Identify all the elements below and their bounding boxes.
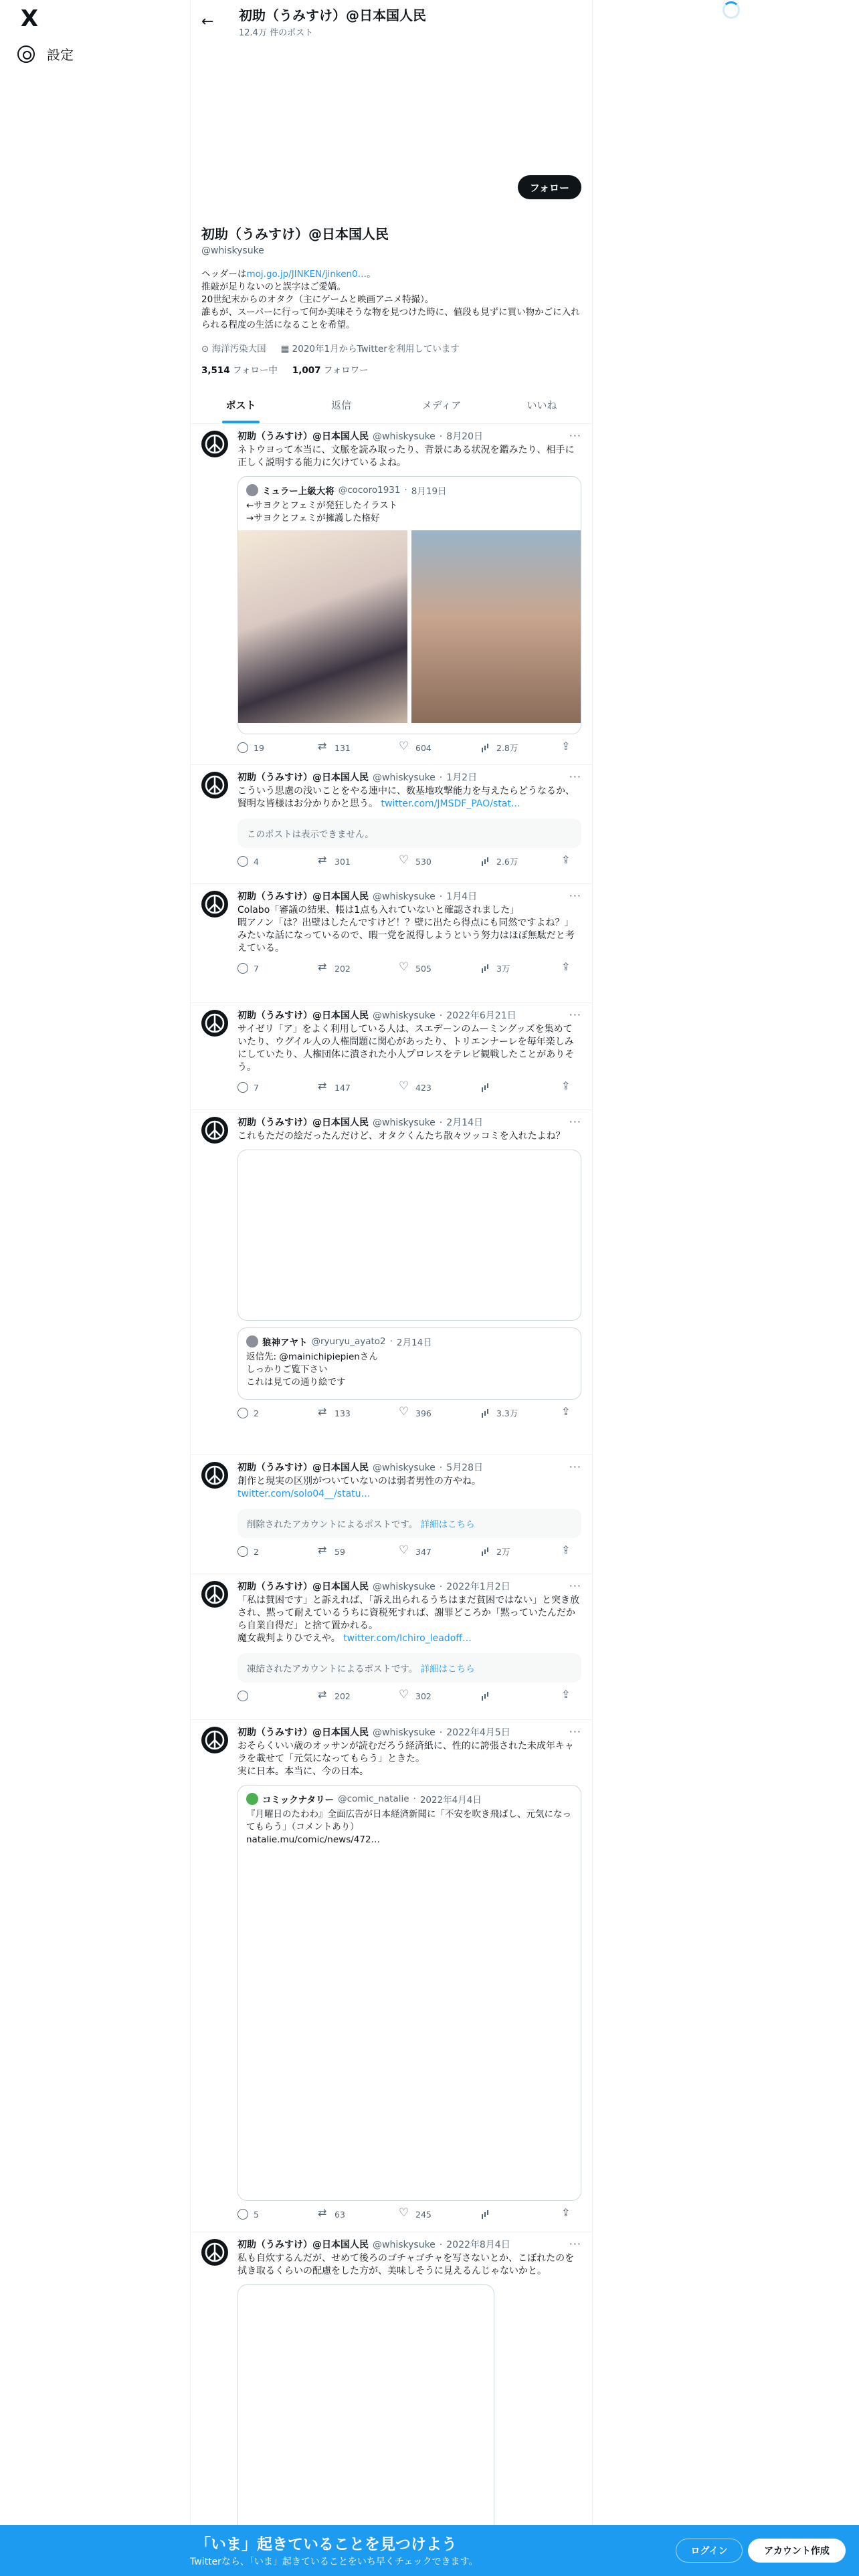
reply-button[interactable] <box>237 1082 318 1093</box>
views-count: 2.6万 <box>496 857 518 867</box>
retweet-icon <box>318 2209 329 2220</box>
like-count: 604 <box>415 742 432 753</box>
like-button[interactable] <box>399 2209 480 2220</box>
suspended-account-notice <box>237 1653 581 1683</box>
deleted-account-notice <box>237 1509 581 1538</box>
bio-text: 推敲が足りないのと誤字はご愛嬌。 20世紀末からのオタク（主にゲームと映画アニメ特撮）。 誰もが、スーパーに行って何か美味そうな物を見つけた時に、値段も見ずに買い物かごに入れられる程度の生活になることを希望。 <box>201 282 580 330</box>
retweet-count: 147 <box>335 1082 351 1093</box>
quote-author-name: コミックナタリー <box>262 1795 335 1806</box>
tweet-actions <box>237 1074 581 1101</box>
reply-button[interactable] <box>237 856 318 867</box>
like-count: 245 <box>415 2209 432 2220</box>
tweet-author-handle[interactable]: @whiskysuke <box>373 1582 436 1592</box>
views-button[interactable] <box>480 2209 561 2220</box>
share-button[interactable] <box>561 2209 581 2220</box>
tweet-author-name[interactable]: 初助（うみすけ）@日本国人民 <box>237 891 369 902</box>
share-button[interactable] <box>561 1082 581 1093</box>
signup-button[interactable]: アカウント作成 <box>748 2539 846 2563</box>
share-icon <box>561 2209 572 2220</box>
followers-count: 1,007 <box>292 365 321 376</box>
bio-prefix: ヘッダーは <box>201 269 247 280</box>
quote-date: 2月14日 <box>396 1337 432 1348</box>
views-button[interactable] <box>480 1691 561 1701</box>
followers-link[interactable] <box>292 362 369 376</box>
share-button[interactable] <box>561 1691 581 1701</box>
tweet-date[interactable]: 2022年8月4日 <box>446 2240 510 2250</box>
media-placeholder[interactable] <box>237 1150 581 1321</box>
retweet-button[interactable] <box>318 742 399 753</box>
quote-media[interactable] <box>238 530 581 723</box>
tweet[interactable]: 初助（うみすけ）@日本国人民 @whiskysuke · 1月4日 ··· Colabo「審議の結果、帳は1点も入れていないと確認されました」 暇アノン「は？出壁はしたんですけど！？壁に出たら得点にも同然ですよね？」 みたいな話になっているので、暇一党を説得しようという努力はほぼ無駄だと考えている。 7 ⇄ 202 ♡ 505 3万 ⇪ <box>191 884 592 1003</box>
location-text: 海洋汚染大国 <box>211 344 266 354</box>
tweet-author-handle[interactable]: @whiskysuke <box>373 2240 436 2250</box>
tweet-body: 創作と現実の区別がついていないのは弱者男性の方やね。 <box>237 1476 481 1487</box>
retweet-button[interactable] <box>318 1408 399 1418</box>
share-button[interactable] <box>561 1408 581 1418</box>
tweet-link[interactable]: twitter.com/JMSDF_PAO/stat… <box>381 798 520 809</box>
follow-button[interactable]: フォロー <box>518 175 581 199</box>
bio-link[interactable]: moj.go.jp/JINKEN/jinken0… <box>246 269 367 280</box>
quote-author-handle: @ryuryu_ayato2 <box>311 1336 386 1347</box>
tweet-author-handle[interactable]: @whiskysuke <box>373 772 436 783</box>
retweet-count: 202 <box>335 963 351 974</box>
tweet-author-handle[interactable]: @whiskysuke <box>373 431 436 442</box>
loading-spinner-icon <box>723 1 740 19</box>
retweet-icon <box>318 963 329 974</box>
tweet-author-handle[interactable]: @whiskysuke <box>373 1117 436 1128</box>
like-count: 505 <box>415 963 432 974</box>
reply-count: 2 <box>254 1408 259 1418</box>
tweet[interactable]: 初助（うみすけ）@日本国人民 @whiskysuke · 2022年4月5日 ··· おそらくいい歳のオッサンが読むだろう経済紙に、性的に誇張された未成年キャラを載せて「元気になってもらう」ときた。 実に日本。本当に、今の日本。 コミックナタリー @comic_natalie · 2022年4月4日 『月曜日のたわわ』全面広告が日本経済新聞に「不安を吹き飛ばし、元気になってもらう」（コメントあり） natalie.mu/comic/news/472… 5 ⇄ 63 ♡ 245 ⇪ <box>191 1720 592 2232</box>
retweet-count: 131 <box>335 742 351 753</box>
avatar[interactable] <box>201 1727 228 1753</box>
peace-sign-icon <box>204 1119 225 1141</box>
followers-label: フォロワー <box>323 365 369 376</box>
quote-text: 返信先: @mainichipiepienさん しっかりご覧下さい これは見ての通り絵です <box>246 1352 378 1388</box>
tweet-author-handle[interactable]: @whiskysuke <box>373 1463 436 1473</box>
avatar[interactable] <box>201 1581 228 1608</box>
reply-count: 7 <box>254 963 259 974</box>
profile-topbar <box>191 0 592 43</box>
views-icon <box>480 1408 491 1418</box>
banner-subtitle: Twitterなら、「いま」起きていることをいち早くチェックできます。 <box>190 2557 478 2567</box>
quote-author-handle: @cocoro1931 <box>338 485 401 496</box>
quote-avatar <box>246 1335 258 1348</box>
gear-icon <box>17 45 35 63</box>
quote-text: ←サヨクとフェミが発狂したイラスト →サヨクとフェミが擁護した格好 <box>246 500 398 524</box>
login-button[interactable]: ログイン <box>676 2539 743 2563</box>
tweet-author-name[interactable]: 初助（うみすけ）@日本国人民 <box>237 2240 369 2250</box>
quote-author-name: 狼神アヤト <box>262 1337 308 1348</box>
reply-count: 19 <box>254 742 264 753</box>
profile-handle: @whiskysuke <box>201 245 264 256</box>
following-label: フォロー中 <box>233 365 278 376</box>
tweet-author-name[interactable]: 初助（うみすけ）@日本国人民 <box>237 1010 369 1021</box>
tweet-author-handle[interactable]: @whiskysuke <box>373 1010 436 1021</box>
reply-icon <box>237 1691 248 1701</box>
retweet-button[interactable] <box>318 1691 399 1701</box>
share-button[interactable] <box>561 1546 581 1557</box>
peace-sign-icon <box>204 1465 225 1486</box>
quote-author-handle: @comic_natalie <box>338 1794 409 1804</box>
avatar[interactable] <box>201 431 228 457</box>
notice-text: 凍結されたアカウントによるポストです。 <box>247 1664 418 1675</box>
views-button[interactable] <box>480 742 561 754</box>
share-icon <box>561 1546 572 1557</box>
profile-bio <box>201 268 581 332</box>
share-button[interactable] <box>561 856 581 867</box>
retweet-button[interactable] <box>318 1546 399 1557</box>
avatar[interactable] <box>201 1462 228 1489</box>
tweet-actions <box>237 1400 581 1426</box>
location-item <box>201 341 266 354</box>
like-button[interactable] <box>399 856 480 867</box>
tweet-author-name[interactable]: 初助（うみすけ）@日本国人民 <box>237 1117 369 1128</box>
tweet[interactable]: 初助（うみすけ）@日本国人民 @whiskysuke · 5月28日 ··· 創作と現実の区別がついていないのは弱者男性の方やね。 twitter.com/solo04__/statu… 削除されたアカウントによるポストです。 詳細はこちら 2 ⇄ 59 ♡ 347 2万 ⇪ <box>191 1455 592 1574</box>
heart-icon <box>399 856 410 867</box>
views-button[interactable] <box>480 855 561 867</box>
reply-icon <box>237 1082 248 1093</box>
tweet-author-name[interactable]: 初助（うみすけ）@日本国人民 <box>237 1727 369 1738</box>
quote-date: 8月19日 <box>411 486 447 497</box>
topbar-name: 初助（うみすけ）@日本国人民 <box>239 7 426 23</box>
heart-icon <box>399 1691 410 1701</box>
like-count: 396 <box>415 1408 432 1418</box>
reply-count: 5 <box>254 2209 259 2220</box>
reply-icon <box>237 963 248 974</box>
reply-count: 4 <box>254 856 259 867</box>
location-pin-icon: ⊙ <box>201 344 212 354</box>
tweet-actions <box>237 1538 581 1565</box>
tweet-text <box>237 1475 581 1501</box>
views-icon <box>480 856 491 867</box>
views-button[interactable] <box>480 1545 561 1558</box>
tweet-author-handle[interactable]: @whiskysuke <box>373 1727 436 1738</box>
tweet[interactable]: 初助（うみすけ）@日本国人民 @whiskysuke · 2022年1月2日 ··· 「私は賛困です」と訴えれば、「訴え出られるうちはまだ貧困ではない」と突き放され、黙って耐えているうちに資税死すれば、謝罪どころか「黙っていたんだから自業自得だ」と捨て置かれる。 魔女裁判よりひでえや。 twitter.com/Ichiro_leadoff… 凍結されたアカウントによるポストです。 詳細はこちら ⇄ 202 ♡ 302 ⇪ <box>191 1574 592 1720</box>
tweet-date[interactable]: 1月4日 <box>446 891 478 902</box>
tweet-date[interactable]: 1月2日 <box>446 772 478 783</box>
peace-sign-icon <box>204 1584 225 1605</box>
tweet-text: おそらくいい歳のオッサンが読むだろう経済紙に、性的に誇張された未成年キャラを載せて「元気になってもらう」ときた。 実に日本。本当に、今の日本。 <box>237 1741 574 1777</box>
share-icon <box>561 856 572 867</box>
peace-sign-icon <box>204 433 225 455</box>
quote-author-name: ミュラー上級大将 <box>262 486 335 497</box>
reply-count: 2 <box>254 1546 259 1557</box>
views-count: 2万 <box>496 1547 510 1557</box>
back-arrow-icon[interactable]: ← <box>201 13 214 30</box>
views-button[interactable] <box>480 1407 561 1419</box>
tweet-actions <box>237 848 581 875</box>
tweet-date[interactable]: 8月20日 <box>446 431 483 442</box>
tweet-author-name[interactable]: 初助（うみすけ）@日本国人民 <box>237 772 369 783</box>
views-count: 3万 <box>496 964 510 974</box>
avatar[interactable] <box>201 1010 228 1037</box>
tweet-actions <box>237 955 581 982</box>
peace-sign-icon <box>204 2242 225 2263</box>
tab-likes[interactable]: いいね <box>527 399 557 411</box>
views-icon <box>480 1691 491 1701</box>
retweet-count: 202 <box>335 1691 351 1701</box>
tweet-author-handle[interactable]: @whiskysuke <box>373 891 436 902</box>
media-placeholder[interactable] <box>237 2284 494 2565</box>
more-options-icon[interactable]: ··· <box>569 1580 581 1592</box>
more-options-icon[interactable]: ··· <box>569 1008 581 1021</box>
reply-icon <box>237 856 248 867</box>
tweet[interactable]: 初助（うみすけ）@日本国人民 @whiskysuke · 2022年6月21日 ··· サイゼリ「ア」をよく利用している人は、スエデーンのムーミングッズを集めていたり、ウグイル人の人権問題に関心があったり、トリエンナーレを毎年楽しみにしていたり、人権団体に潰された小人プロレスをテレビ観戦したことがありそう。 7 ⇄ 147 ♡ 423 ⇪ <box>191 1003 592 1110</box>
heart-icon <box>399 1082 410 1093</box>
share-icon <box>561 963 572 974</box>
tweet-body: 「私は賛困です」と訴えれば、「訴え出られるうちはまだ貧困ではない」と突き放され、黙って耐えているうちに資税死すれば、謝罪どころか「黙っていたんだから自業自得だ」と捨て置かれる。 魔女裁判よりひでえや。 <box>237 1595 579 1644</box>
views-icon <box>480 1546 491 1557</box>
retweet-icon <box>318 742 329 753</box>
tweet-text: Colabo「審議の結果、帳は1点も入れていないと確認されました」 暇アノン「は？出壁はしたんですけど！？壁に出たら得点にも同然ですよね？」 みたいな話になっているので、暇一党を説得しようという努力はほぼ無駄だと考えている。 <box>237 905 575 954</box>
tweet-date[interactable]: 2022年6月21日 <box>446 1010 516 1021</box>
retweet-count: 63 <box>335 2209 345 2220</box>
more-options-icon[interactable]: ··· <box>569 889 581 902</box>
share-icon <box>561 1082 572 1093</box>
like-button[interactable] <box>399 1546 480 1557</box>
media-image-photo[interactable] <box>411 530 581 723</box>
more-options-icon[interactable]: ··· <box>569 1461 581 1473</box>
like-count: 302 <box>415 1691 432 1701</box>
heart-icon <box>399 2209 410 2220</box>
tweet[interactable]: 初助（うみすけ）@日本国人民 @whiskysuke · 2022年8月4日 ··· 私も自炊するんだが、せめて後ろのゴチャゴチャを写さないとか、こぼれたのを拭き取るくらいの配慮をした方が、美味しそうに見えるんじゃないかと。 <box>191 2232 592 2576</box>
like-button[interactable] <box>399 1082 480 1093</box>
tweet-link[interactable]: twitter.com/Ichiro_leadoff… <box>343 1633 472 1644</box>
heart-icon <box>399 963 410 974</box>
tweet-text: これもただの絵だったんだけど、オタクくんたち散々ツッコミを入れたよね？ <box>237 1131 565 1142</box>
details-link[interactable]: 詳細はこちら <box>420 1519 475 1530</box>
heart-icon <box>399 1546 410 1557</box>
retweet-count: 301 <box>335 856 351 867</box>
more-options-icon[interactable]: ··· <box>569 1725 581 1738</box>
tweet-text: サイゼリ「ア」をよく利用している人は、スエデーンのムーミングッズを集めていたり、ウグイル人の人権問題に関心があったり、トリエンナーレを毎年楽しみにしていたり、人権団体に潰された小人プロレスをテレビ観戦したことがありそう。 <box>237 1024 575 1073</box>
tweet-date[interactable]: 2022年4月5日 <box>446 1727 510 1738</box>
main-column <box>190 0 593 2576</box>
tweet-author-name[interactable]: 初助（うみすけ）@日本国人民 <box>237 431 369 442</box>
more-options-icon[interactable]: ··· <box>569 429 581 442</box>
more-options-icon[interactable]: ··· <box>569 2238 581 2250</box>
quote-avatar <box>246 1793 258 1805</box>
x-logo-icon[interactable]: X <box>20 5 39 32</box>
following-count: 3,514 <box>201 365 230 376</box>
views-icon <box>480 2209 491 2220</box>
topbar-post-count: 12.4万 件のポスト <box>239 28 314 38</box>
profile-tabs <box>191 387 592 424</box>
reply-icon <box>237 1408 248 1418</box>
tweet[interactable]: 初助（うみすけ）@日本国人民 @whiskysuke · 2月14日 ··· これもただの絵だったんだけど、オタクくんたち散々ツッコミを入れたよね？ 狼神アヤト @ryuryu_ayato2 · 2月14日 返信先: @mainichipiepienさん しっかりご覧下さい これは見ての通り絵です 2 ⇄ 133 ♡ 396 3.3万 ⇪ <box>191 1110 592 1455</box>
quoted-tweet[interactable]: コミックナタリー @comic_natalie · 2022年4月4日 『月曜日のたわわ』全面広告が日本経済新聞に「不安を吹き飛ばし、元気になってもらう」（コメントあり） natalie.mu/comic/news/472… <box>237 1785 581 2201</box>
share-icon <box>561 1691 572 1701</box>
quote-date: 2022年4月4日 <box>419 1795 482 1806</box>
reply-button[interactable] <box>237 742 318 753</box>
quote-text: 『月曜日のたわわ』全面広告が日本経済新聞に「不安を吹き飛ばし、元気になってもらう」（コメントあり） natalie.mu/comic/news/472… <box>246 1809 571 1845</box>
views-button[interactable] <box>480 962 561 974</box>
retweet-button[interactable] <box>318 2209 399 2220</box>
signup-banner <box>0 2525 859 2576</box>
retweet-icon <box>318 856 329 867</box>
joined-text: 2020年1月からTwitterを利用しています <box>292 344 460 354</box>
unavailable-post-notice: このポストは表示できません。 <box>237 819 581 848</box>
tweet-actions <box>237 734 581 761</box>
tweet-text <box>237 1594 581 1645</box>
quoted-tweet[interactable]: ミュラー上級大将 @cocoro1931 · 8月19日 ←サヨクとフェミが発狂したイラスト →サヨクとフェミが擁護した格好 <box>237 476 581 734</box>
retweet-icon <box>318 1082 329 1093</box>
tweet-text: 私も自炊するんだが、せめて後ろのゴチャゴチャを写さないとか、こぼれたのを拭き取るくらいの配慮をした方が、美味しそうに見えるんじゃないかと。 <box>237 2253 575 2276</box>
profile-follow-stats <box>201 362 581 376</box>
quoted-tweet[interactable]: 狼神アヤト @ryuryu_ayato2 · 2月14日 返信先: @mainichipiepienさん しっかりご覧下さい これは見ての通り絵です <box>237 1327 581 1400</box>
peace-sign-icon <box>204 774 225 796</box>
share-icon <box>561 1408 572 1418</box>
views-icon <box>480 742 491 753</box>
profile-info <box>191 223 592 376</box>
reply-button[interactable] <box>237 1408 318 1418</box>
views-icon <box>480 1082 491 1093</box>
share-icon <box>561 742 572 753</box>
profile-meta <box>201 341 581 354</box>
tweet-author-name[interactable]: 初助（うみすけ）@日本国人民 <box>237 1582 369 1592</box>
reply-button[interactable] <box>237 1691 318 1701</box>
tweet-link[interactable]: twitter.com/solo04__/statu… <box>237 1489 371 1499</box>
tweet-text: ネトウヨって本当に、文脈を読み取ったり、背景にある状況を鑑みたり、相手に正しく説明する能力に欠けているよね。 <box>237 445 575 468</box>
views-count: 3.3万 <box>496 1408 518 1418</box>
media-image-illustration[interactable] <box>238 530 407 723</box>
avatar[interactable] <box>201 1117 228 1144</box>
details-link[interactable]: 詳細はこちら <box>420 1664 475 1675</box>
banner-title: 「いま」起きていることを見つけよう <box>195 2536 457 2553</box>
like-count: 347 <box>415 1546 432 1557</box>
tweet-author-name[interactable]: 初助（うみすけ）@日本国人民 <box>237 1463 369 1473</box>
share-button[interactable] <box>561 963 581 974</box>
retweet-button[interactable] <box>318 1082 399 1093</box>
tweet-actions <box>237 2201 581 2228</box>
retweet-button[interactable] <box>318 856 399 867</box>
profile-name: 初助（うみすけ）@日本国人民 <box>201 226 389 242</box>
retweet-icon <box>318 1546 329 1557</box>
like-button[interactable] <box>399 963 480 974</box>
avatar[interactable] <box>201 2239 228 2266</box>
reply-icon <box>237 2209 248 2220</box>
more-options-icon[interactable]: ··· <box>569 770 581 783</box>
like-button[interactable] <box>399 742 480 753</box>
peace-sign-icon <box>204 893 225 915</box>
reply-button[interactable] <box>237 1546 318 1557</box>
reply-button[interactable] <box>237 963 318 974</box>
avatar[interactable] <box>201 891 228 918</box>
joined-item <box>281 341 460 354</box>
quote-avatar <box>246 484 258 496</box>
reply-count: 7 <box>254 1082 259 1093</box>
like-button[interactable] <box>399 1408 480 1418</box>
tab-posts[interactable]: ポスト <box>191 387 291 423</box>
tweet[interactable]: 初助（うみすけ）@日本国人民 @whiskysuke · 1月2日 ··· こういう思慮の浅いことをやる連中に、数基地攻撃能力を与えたらどうなるか、賢明な皆様はお分かりかと思う。 twitter.com/JMSDF_PAO/stat… このポストは表示できません。 4 ⇄ 301 ♡ 530 2.6万 ⇪ <box>191 765 592 884</box>
views-count: 2.8万 <box>496 743 518 753</box>
retweet-count: 59 <box>335 1546 345 1557</box>
tweet-date[interactable]: 5月28日 <box>446 1463 483 1473</box>
tweet-text <box>237 785 581 811</box>
views-button[interactable] <box>480 1082 561 1093</box>
tweet-actions <box>237 1683 581 1709</box>
reply-button[interactable] <box>237 2209 318 2220</box>
nav-item-settings-label: 設定 <box>47 47 74 63</box>
avatar[interactable] <box>201 772 228 798</box>
like-count: 530 <box>415 856 432 867</box>
reply-icon <box>237 1546 248 1557</box>
tab-replies[interactable]: 返信 <box>330 399 351 411</box>
more-options-icon[interactable]: ··· <box>569 1115 581 1128</box>
peace-sign-icon <box>204 1729 225 1751</box>
notice-text: 削除されたアカウントによるポストです。 <box>247 1519 418 1530</box>
tweet-body: こういう思慮の浅いことをやる連中に、数基地攻撃能力を与えたらどうなるか、賢明な皆様はお分かりかと思う。 <box>237 786 575 809</box>
heart-icon <box>399 742 410 753</box>
heart-icon <box>399 1408 410 1418</box>
tweet[interactable]: 初助（うみすけ）@日本国人民 @whiskysuke · 8月20日 ··· ネトウヨって本当に、文脈を読み取ったり、背景にある状況を鑑みたり、相手に正しく説明する能力に欠けているよね。 ミュラー上級大将 @cocoro1931 · 8月19日 ←サヨクとフェミが発狂したイラスト →サヨクとフェミが擁護した格好 19 ⇄ 131 ♡ 604 2.8万 ⇪ <box>191 424 592 765</box>
retweet-icon <box>318 1691 329 1701</box>
tab-media[interactable]: メディア <box>421 399 462 411</box>
bio-suffix: 。 <box>367 269 376 280</box>
calendar-icon: ▦ <box>280 344 292 354</box>
left-navigation <box>0 0 191 2576</box>
like-count: 423 <box>415 1082 432 1093</box>
tweet-date[interactable]: 2月14日 <box>446 1117 483 1128</box>
retweet-count: 133 <box>335 1408 351 1418</box>
retweet-icon <box>318 1408 329 1418</box>
tweet-date[interactable]: 2022年1月2日 <box>446 1582 510 1592</box>
like-button[interactable] <box>399 1691 480 1701</box>
following-link[interactable] <box>201 362 278 376</box>
views-icon <box>480 963 491 974</box>
nav-item-settings[interactable] <box>17 44 74 64</box>
retweet-button[interactable] <box>318 963 399 974</box>
reply-icon <box>237 742 248 753</box>
peace-sign-icon <box>204 1012 225 1034</box>
share-button[interactable] <box>561 742 581 753</box>
